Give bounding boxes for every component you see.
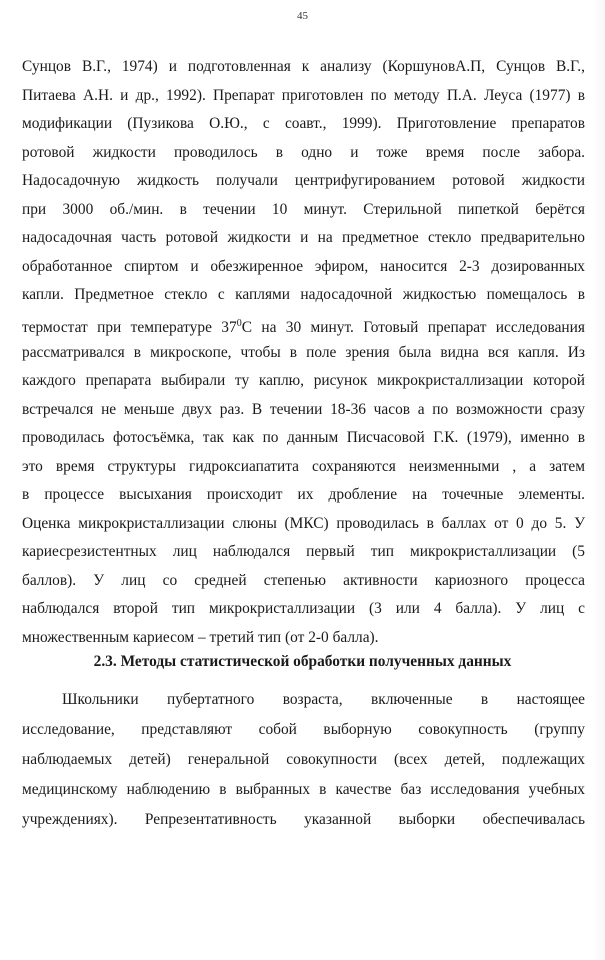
text-line-temperature — [22, 314, 585, 338]
text-line: надосадочная часть ротовой жидкости и на предметное стекло предварительно — [22, 229, 585, 246]
text-line: каждого препарата выбирали ту каплю, рисунок микрокристаллизации которой — [22, 372, 585, 389]
text-line: капли. Предметное стекло с каплями надосадочной жидкостью помещалось в — [22, 286, 585, 303]
text-line: кариесрезистентных лиц наблюдался первый тип микрокристаллизации (5 — [22, 543, 585, 560]
text-line: множественным кариесом – третий тип (от 2-0 балла). — [22, 629, 379, 646]
text-line: модификации (Пузикова О.Ю., с соавт., 1999). Приготовление препаратов — [22, 115, 585, 132]
text-line: Питаева А.Н. и др., 1992). Препарат приготовлен по методу П.А. Леуса (1977) в — [22, 87, 585, 104]
text-line: учреждениях). Репрезентативность указанной выборки обеспечивалась — [22, 811, 585, 828]
text-line: Надосадочную жидкость получали центрифугированием ротовой жидкости — [22, 172, 585, 189]
text-line: наблюдался второй тип микрокристаллизации (3 или 4 балла). У лиц с — [22, 600, 585, 617]
text-line: обработанное спиртом и обезжиренное эфиром, наносится 2-3 дозированных — [22, 258, 585, 275]
text-segment: термостат при температуре 37 — [22, 319, 237, 337]
text-line: исследование, представляют собой выборную совокупность (группу — [22, 721, 585, 738]
text-line: встречался не меньше двух раз. В течении 18-36 часов а по возможности сразу — [22, 401, 585, 418]
text-line: проводилась фотосъёмка, так как по данным Писчасовой Г.К. (1979), именно в — [22, 429, 585, 446]
text-line: ротовой жидкости проводилось в одно и тоже время после забора. — [22, 144, 585, 161]
page-number: 45 — [297, 10, 308, 22]
text-line: наблюдаемых детей) генеральной совокупности (всех детей, подлежащих — [22, 751, 585, 768]
degree-superscript: 0 — [236, 318, 242, 329]
text-line: это время структуры гидроксиапатита сохраняются неизменными , а затем — [22, 458, 585, 475]
scan-edge-shadow — [591, 0, 605, 960]
text-segment: С на 30 минут. Готовый препарат исследования — [241, 319, 585, 337]
text-line: в процессе высыхания происходит их дробление на точечные элементы. — [22, 486, 585, 503]
text-line: Школьники пубертатного возраста, включенные в настоящее — [62, 691, 585, 708]
text-line: Оценка микрокристаллизации слюны (МКС) проводилась в баллах от 0 до 5. У — [22, 515, 585, 532]
text-line: рассматривался в микроскопе, чтобы в поле зрения была видна вся капля. Из — [22, 344, 585, 361]
text-line: медицинскому наблюдению в выбранных в качестве баз исследования учебных — [22, 781, 585, 798]
section-heading: 2.3. Методы статистической обработки полученных данных — [93, 653, 512, 670]
text-line: при 3000 об./мин. в течении 10 минут. Стерильной пипеткой берётся — [22, 201, 585, 218]
text-line: Сунцов В.Г., 1974) и подготовленная к анализу (КоршуновА.П, Сунцов В.Г., — [22, 58, 585, 75]
text-line: баллов). У лиц со средней степенью активности кариозного процесса — [22, 572, 585, 589]
